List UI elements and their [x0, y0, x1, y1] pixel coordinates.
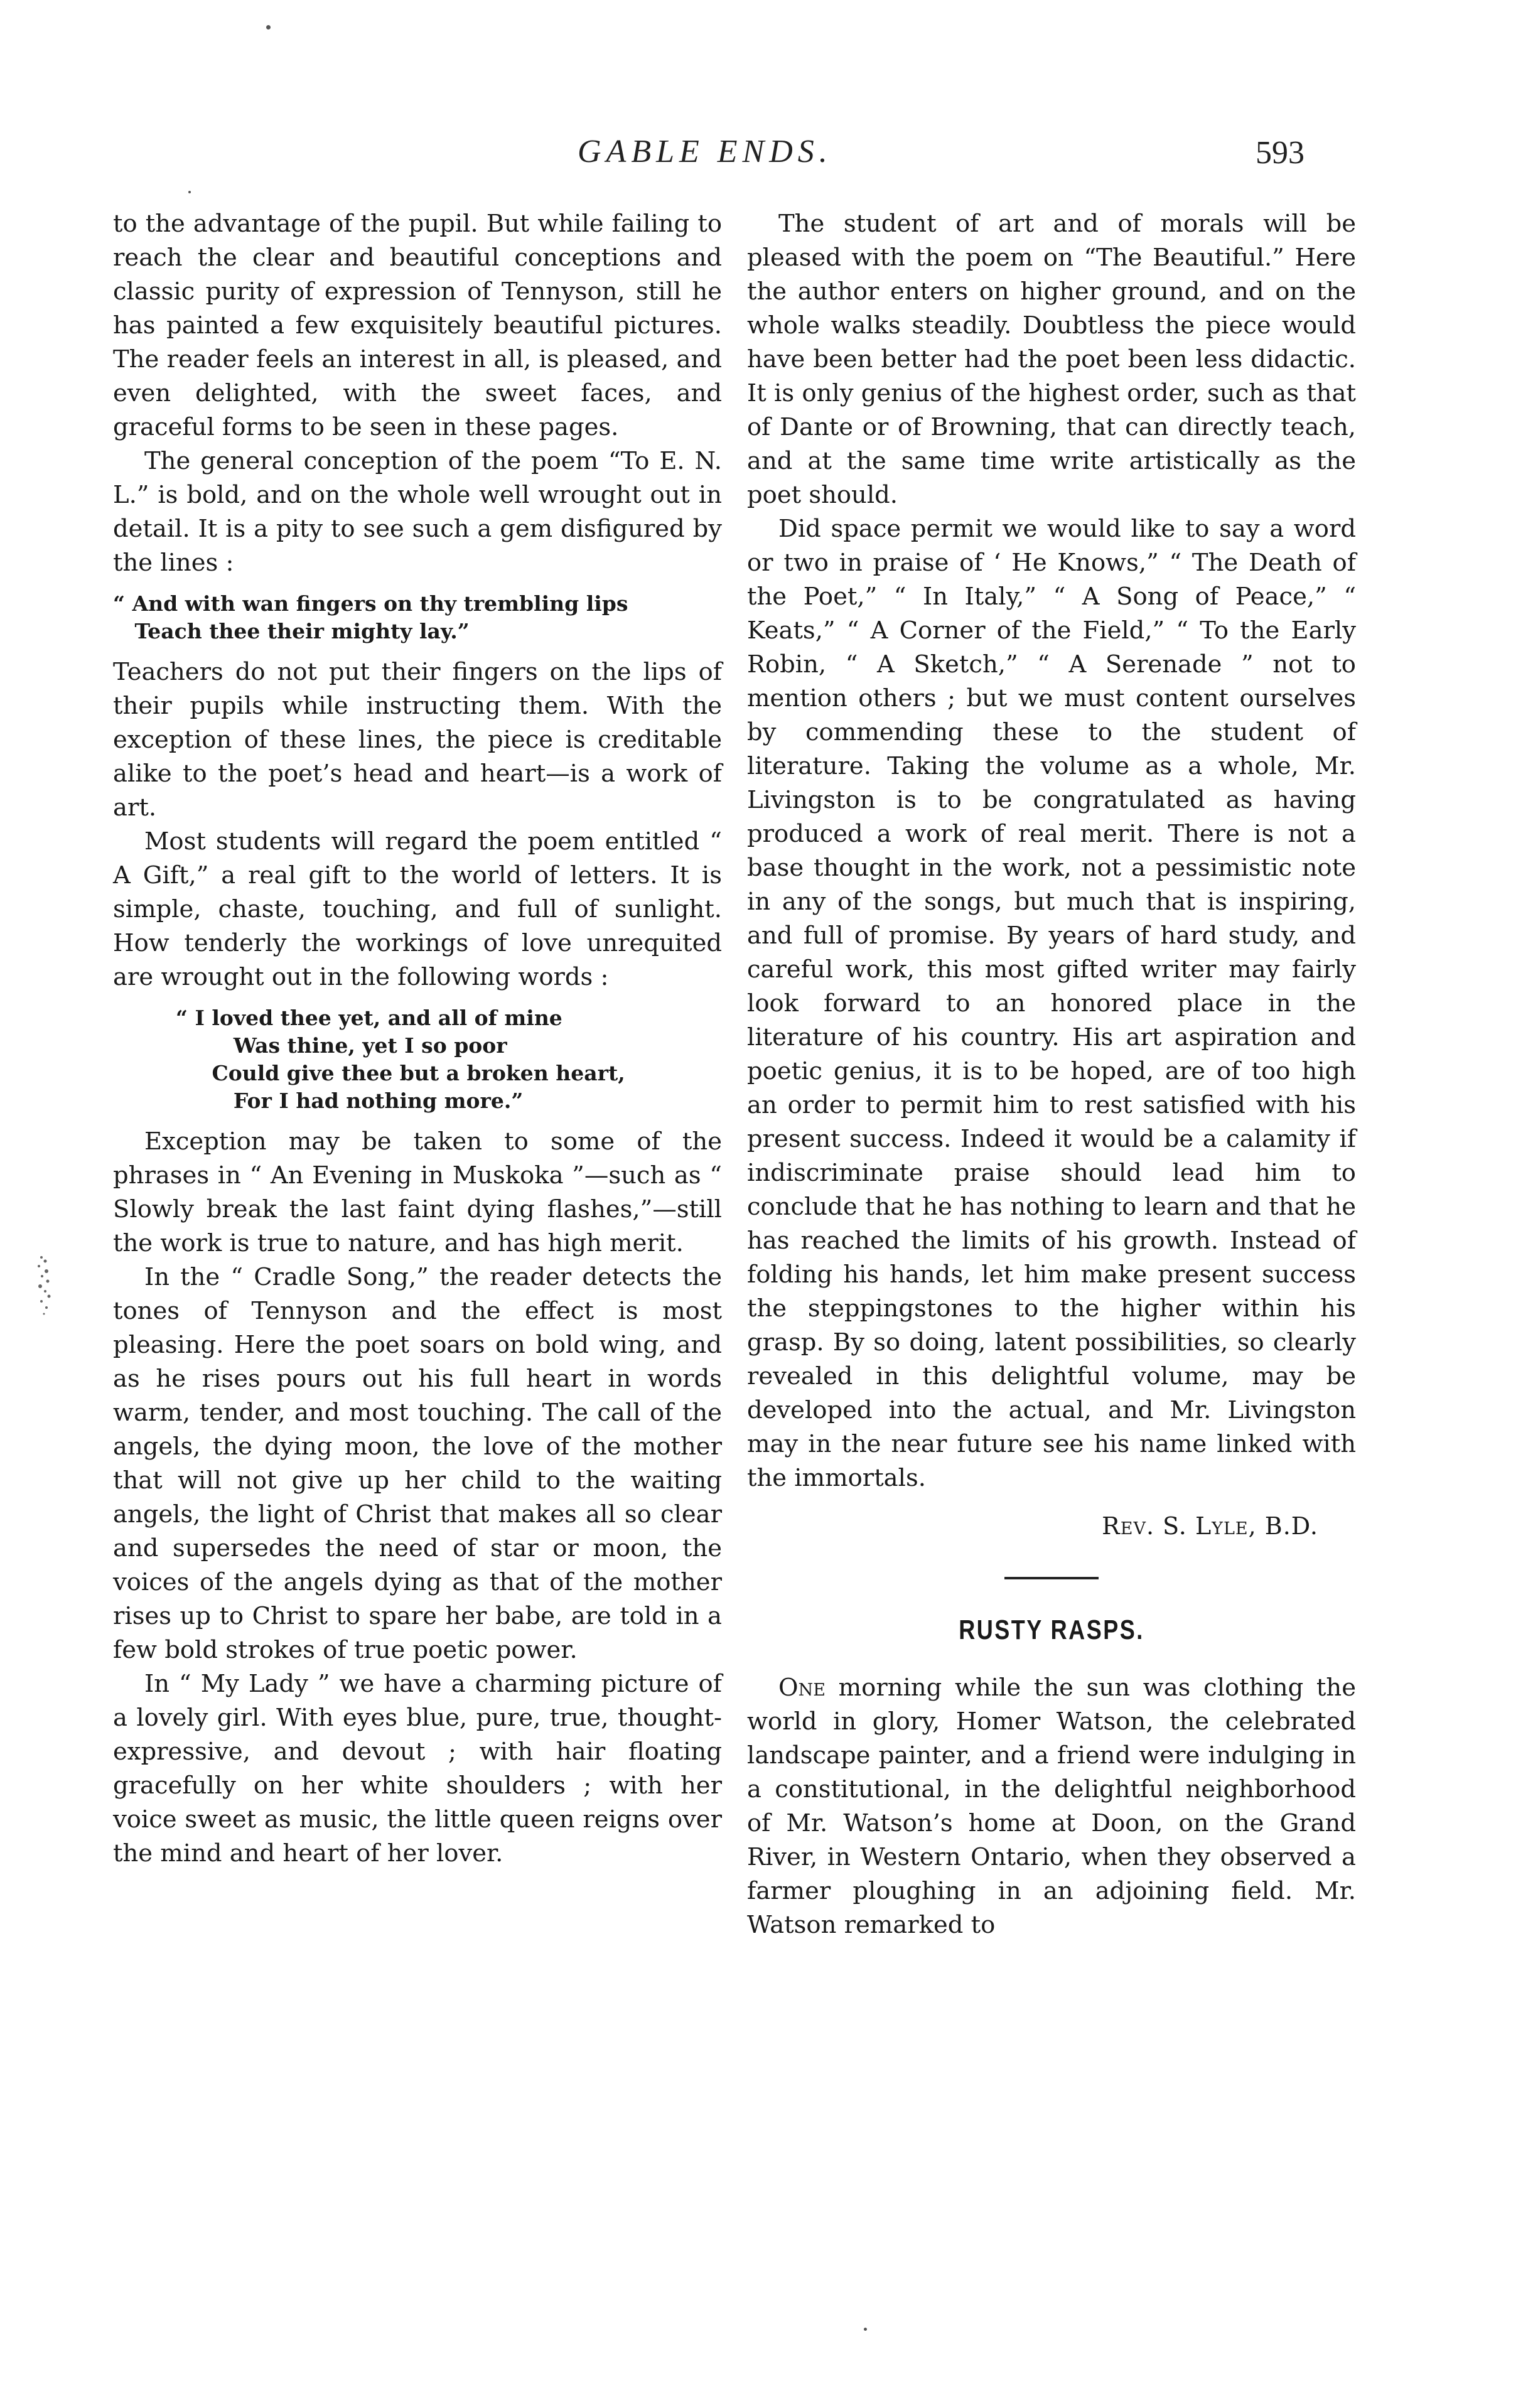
verse-line: For I had nothing more.”	[176, 1088, 524, 1113]
running-title: GABLE ENDS.	[578, 134, 832, 169]
ink-speck-small	[188, 191, 191, 193]
verse-quote	[113, 590, 722, 645]
ink-speck-top	[266, 25, 271, 30]
paragraph: The general conception of the poem “To E. N. L.” is bold, and on the whole well wrought out in detail. It is a pity to see such a gem disfigured by the lines :	[113, 447, 722, 577]
paragraph-lead-word: One	[778, 1674, 826, 1702]
paragraph: The student of art and of morals will be pleased with the poem on “The Beautiful.” Here the author enters on higher ground, and on the whole walks steadily. Doubtless the piece would have been better had the poet been less didactic. It is only genius of the highest order, such as that of Dante or of Browning, that can directly teach, and at the same time write artistically as the poet should.	[747, 210, 1356, 509]
verse-quote	[176, 1004, 722, 1115]
ink-speck-bottom	[864, 2328, 867, 2331]
section-heading: RUSTY RASPS.	[959, 1615, 1144, 1645]
section-divider	[1004, 1577, 1099, 1579]
right-column	[747, 207, 1356, 1942]
verse-line: Teach thee their mighty lay.”	[113, 619, 470, 643]
paragraph-body: morning while the sun was clothing the world in glory, Homer Watson, the celebrated landscape painter, and a friend were indulging in a constitutional, in the delightful neighborhood of Mr. Watson’s home at Doon, on the Grand River, in Western Ontario, when they observed a farmer ploughing in an adjoining field. Mr. Watson remarked to	[747, 1674, 1356, 1939]
verse-line: Could give thee but a broken heart,	[176, 1061, 625, 1085]
page-number: 593	[1256, 135, 1304, 171]
paragraph: Teachers do not put their fingers on the lips of their pupils while instructing them. With the exception of these lines, the piece is creditable alike to the poet’s head and heart—is a work of art.	[113, 658, 722, 822]
paragraph: In “ My Lady ” we have a charming picture of a lovely girl. With eyes blue, pure, true, thought-expressive, and devout ; with hair floating gracefully on her white shoulders ; with her voice sweet as music, the little queen reigns over the mind and heart of her lover.	[113, 1670, 722, 1868]
verse-line: “ And with wan fingers on thy trembling lips	[113, 591, 628, 616]
paragraph: In the “ Cradle Song,” the reader detects the tones of Tennyson and the effect is most pleasing. Here the poet soars on bold wing, and as he rises pours out his full heart in words warm, tender, and most touching. The call of the angels, the dying moon, the love of the mother that will not give up her child to the waiting angels, the light of Christ that makes all so clear and supersedes the need of star or moon, the voices of the angels dying as that of the mother rises up to Christ to spare her babe, are told in a few bold strokes of true poetic power.	[113, 1263, 722, 1664]
margin-stain-mark	[33, 1252, 55, 1321]
paragraph: Did space permit we would like to say a word or two in praise of ‘ He Knows,” “ The Death of the Poet,” “ In Italy,” “ A Song of Peace,” “ Keats,” “ A Corner of the Field,” “ To the Early Robin, “ A Sketch,” “ A Serenade ” not to mention others ; but we must content ourselves by commending these to the student of literature. Taking the volume as a whole, Mr. Livingston is to be congratulated as having produced a work of real merit. There is not a base thought in the work, not a pessimistic note in any of the songs, but much that is inspiring, and full of promise. By years of hard study, and careful work, this most gifted writer may fairly look forward to an honored place in the literature of his country. His art aspiration and poetic genius, it is to be hoped, are of too high an order to permit him to rest satisfied with his present success. Indeed it would be a calamity if indiscriminate praise should lead him to conclude that he has nothing to learn and that he has reached the limits of his growth. Instead of folding his hands, let him make present success the steppingstones to the higher within his grasp. By so doing, latent possibilities, so clearly revealed in this delightful volume, may be developed into the actual, and Mr. Livingston may in the near future see his name linked with the immortals.	[747, 515, 1356, 1492]
verse-line: Was thine, yet I so poor	[176, 1033, 507, 1058]
paragraph: Most students will regard the poem entitled “ A Gift,” a real gift to the world of letters. It is simple, chaste, touching, and full of sunlight. How tenderly the workings of love unrequited are wrought out in the following words :	[113, 827, 722, 991]
paragraph: Exception may be taken to some of the phrases in “ An Evening in Muskoka ”—such as “ Slowly break the last faint dying flashes,”—still the work is true to nature, and has high merit.	[113, 1127, 722, 1257]
author-signature: Rev. S. Lyle, B.D.	[1102, 1512, 1318, 1540]
verse-line: “ I loved thee yet, and all of mine	[176, 1006, 562, 1030]
paragraph	[747, 1671, 1356, 1942]
left-column	[113, 207, 722, 1871]
paragraph: to the advantage of the pupil. But while failing to reach the clear and beautiful conceptions and classic purity of expression of Tennyson, still he has painted a few exquisitely beautiful pictures. The reader feels an interest in all, is pleased, and even delighted, with the sweet faces, and graceful forms to be seen in these pages.	[113, 210, 722, 441]
